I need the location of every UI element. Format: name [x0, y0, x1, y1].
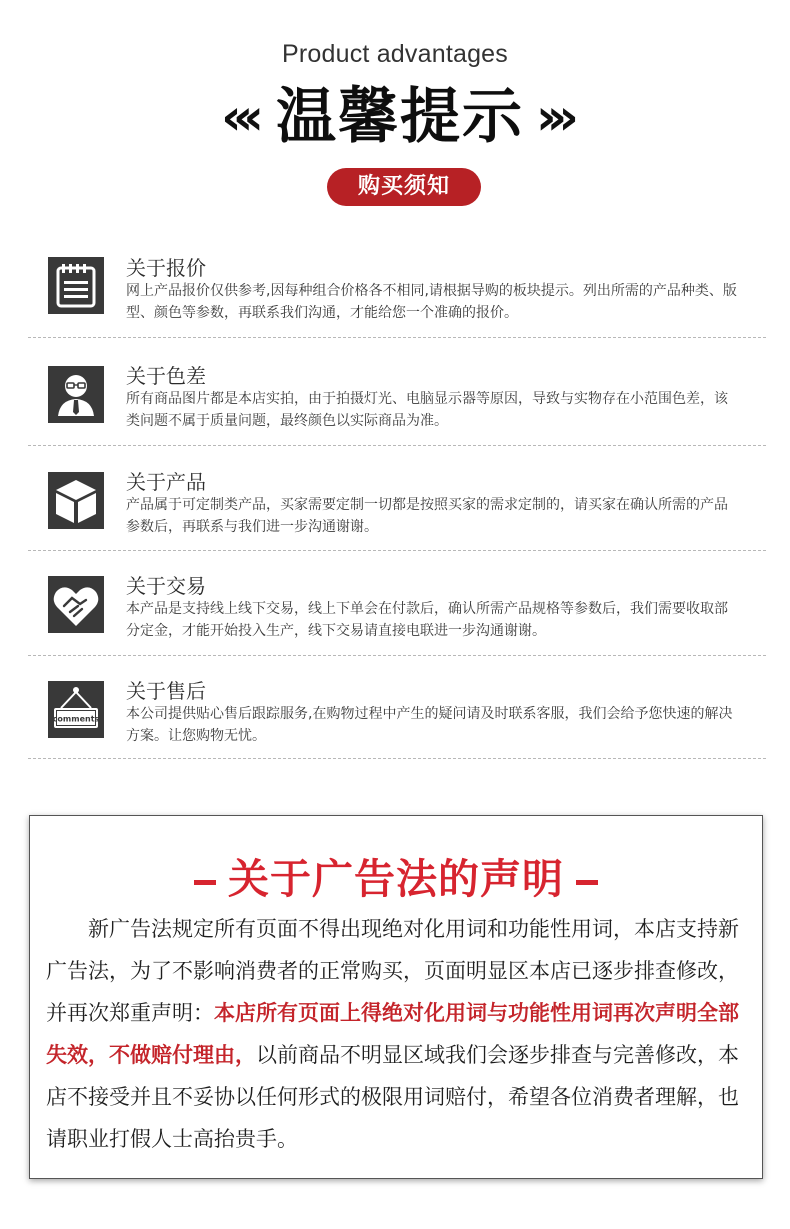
notice-body-highlight: 本店所有页面上得绝对化用词与功能性用词再次声明全部失效，不做赔付理由， [46, 1001, 739, 1067]
notice-body [46, 908, 751, 1160]
left-chevrons-icon: «‹ [221, 88, 254, 146]
info-item-transaction [28, 568, 766, 654]
info-item-color [28, 358, 766, 444]
title-dash-right [576, 880, 598, 885]
subtitle-en: Product advantages [282, 40, 508, 68]
handshake-heart-icon [48, 576, 104, 633]
divider [28, 758, 766, 759]
item-title: 关于产品 [126, 470, 206, 494]
item-desc: 网上产品报价仅供参考,因每种组合价格各不相同,请根据导购的板块提示。列出所需的产品种类、版型、颜色等参数，再联系我们沟通，才能给您一个准确的报价。 [126, 283, 737, 321]
notice-title [30, 846, 762, 905]
info-item-product [28, 464, 766, 550]
notice-body-text-end: 以前商品不明显区域我们会逐步排查与完善修改，本店不接受并且不妥协以任何形式的极限用词赔付，希望各位消费者理解，也请职业打假人士高抬贵手。 [46, 1043, 739, 1151]
sign-text: comments [52, 714, 100, 724]
comments-sign-icon [48, 681, 104, 738]
item-title: 关于色差 [126, 364, 206, 388]
notice-title-text: 关于广告法的声明 [228, 855, 564, 903]
title-dash-left [194, 880, 216, 885]
divider [28, 445, 766, 446]
info-item-pricing [28, 250, 766, 336]
page-title: 温馨提示 [276, 82, 524, 152]
item-desc: 本公司提供贴心售后跟踪服务,在购物过程中产生的疑问请及时联系客服，我们会给予您快速的解决方案。让您购物无忧。 [126, 706, 733, 744]
item-title: 关于交易 [126, 574, 206, 598]
ad-law-notice [29, 815, 763, 1179]
item-desc: 所有商品图片都是本店实拍，由于拍摄灯光、电脑显示器等原因，导致与实物存在小范围色差，该类问题不属于质量问题，最终颜色以实际商品为准。 [126, 391, 728, 429]
divider [28, 655, 766, 656]
box-icon [48, 472, 104, 529]
item-title: 关于售后 [126, 679, 206, 703]
purchase-notice-badge: 购买须知 [327, 168, 481, 206]
person-glasses-icon [48, 366, 104, 423]
item-desc: 产品属于可定制类产品，买家需要定制一切都是按照买家的需求定制的，请买家在确认所需的产品参数后，再联系与我们进一步沟通谢谢。 [126, 497, 728, 535]
right-chevrons-icon: ›» [536, 88, 569, 146]
divider [28, 550, 766, 551]
notice-body-text: 新广告法规定所有页面不得出现绝对化用词和功能性用词，本店支持新广告法，为了不影响消费者的正常购买，页面明显区本店已逐步排查修改，并再次郑重声明： [46, 917, 739, 1025]
item-title: 关于报价 [126, 256, 206, 280]
main-title [0, 82, 790, 152]
info-item-aftersales [28, 672, 766, 758]
notepad-icon [48, 257, 104, 314]
divider [28, 337, 766, 338]
item-desc: 本产品是支持线上线下交易，线上下单会在付款后，确认所需产品规格等参数后，我们需要收取部分定金，才能开始投入生产，线下交易请直接电联进一步沟通谢谢。 [126, 601, 728, 639]
